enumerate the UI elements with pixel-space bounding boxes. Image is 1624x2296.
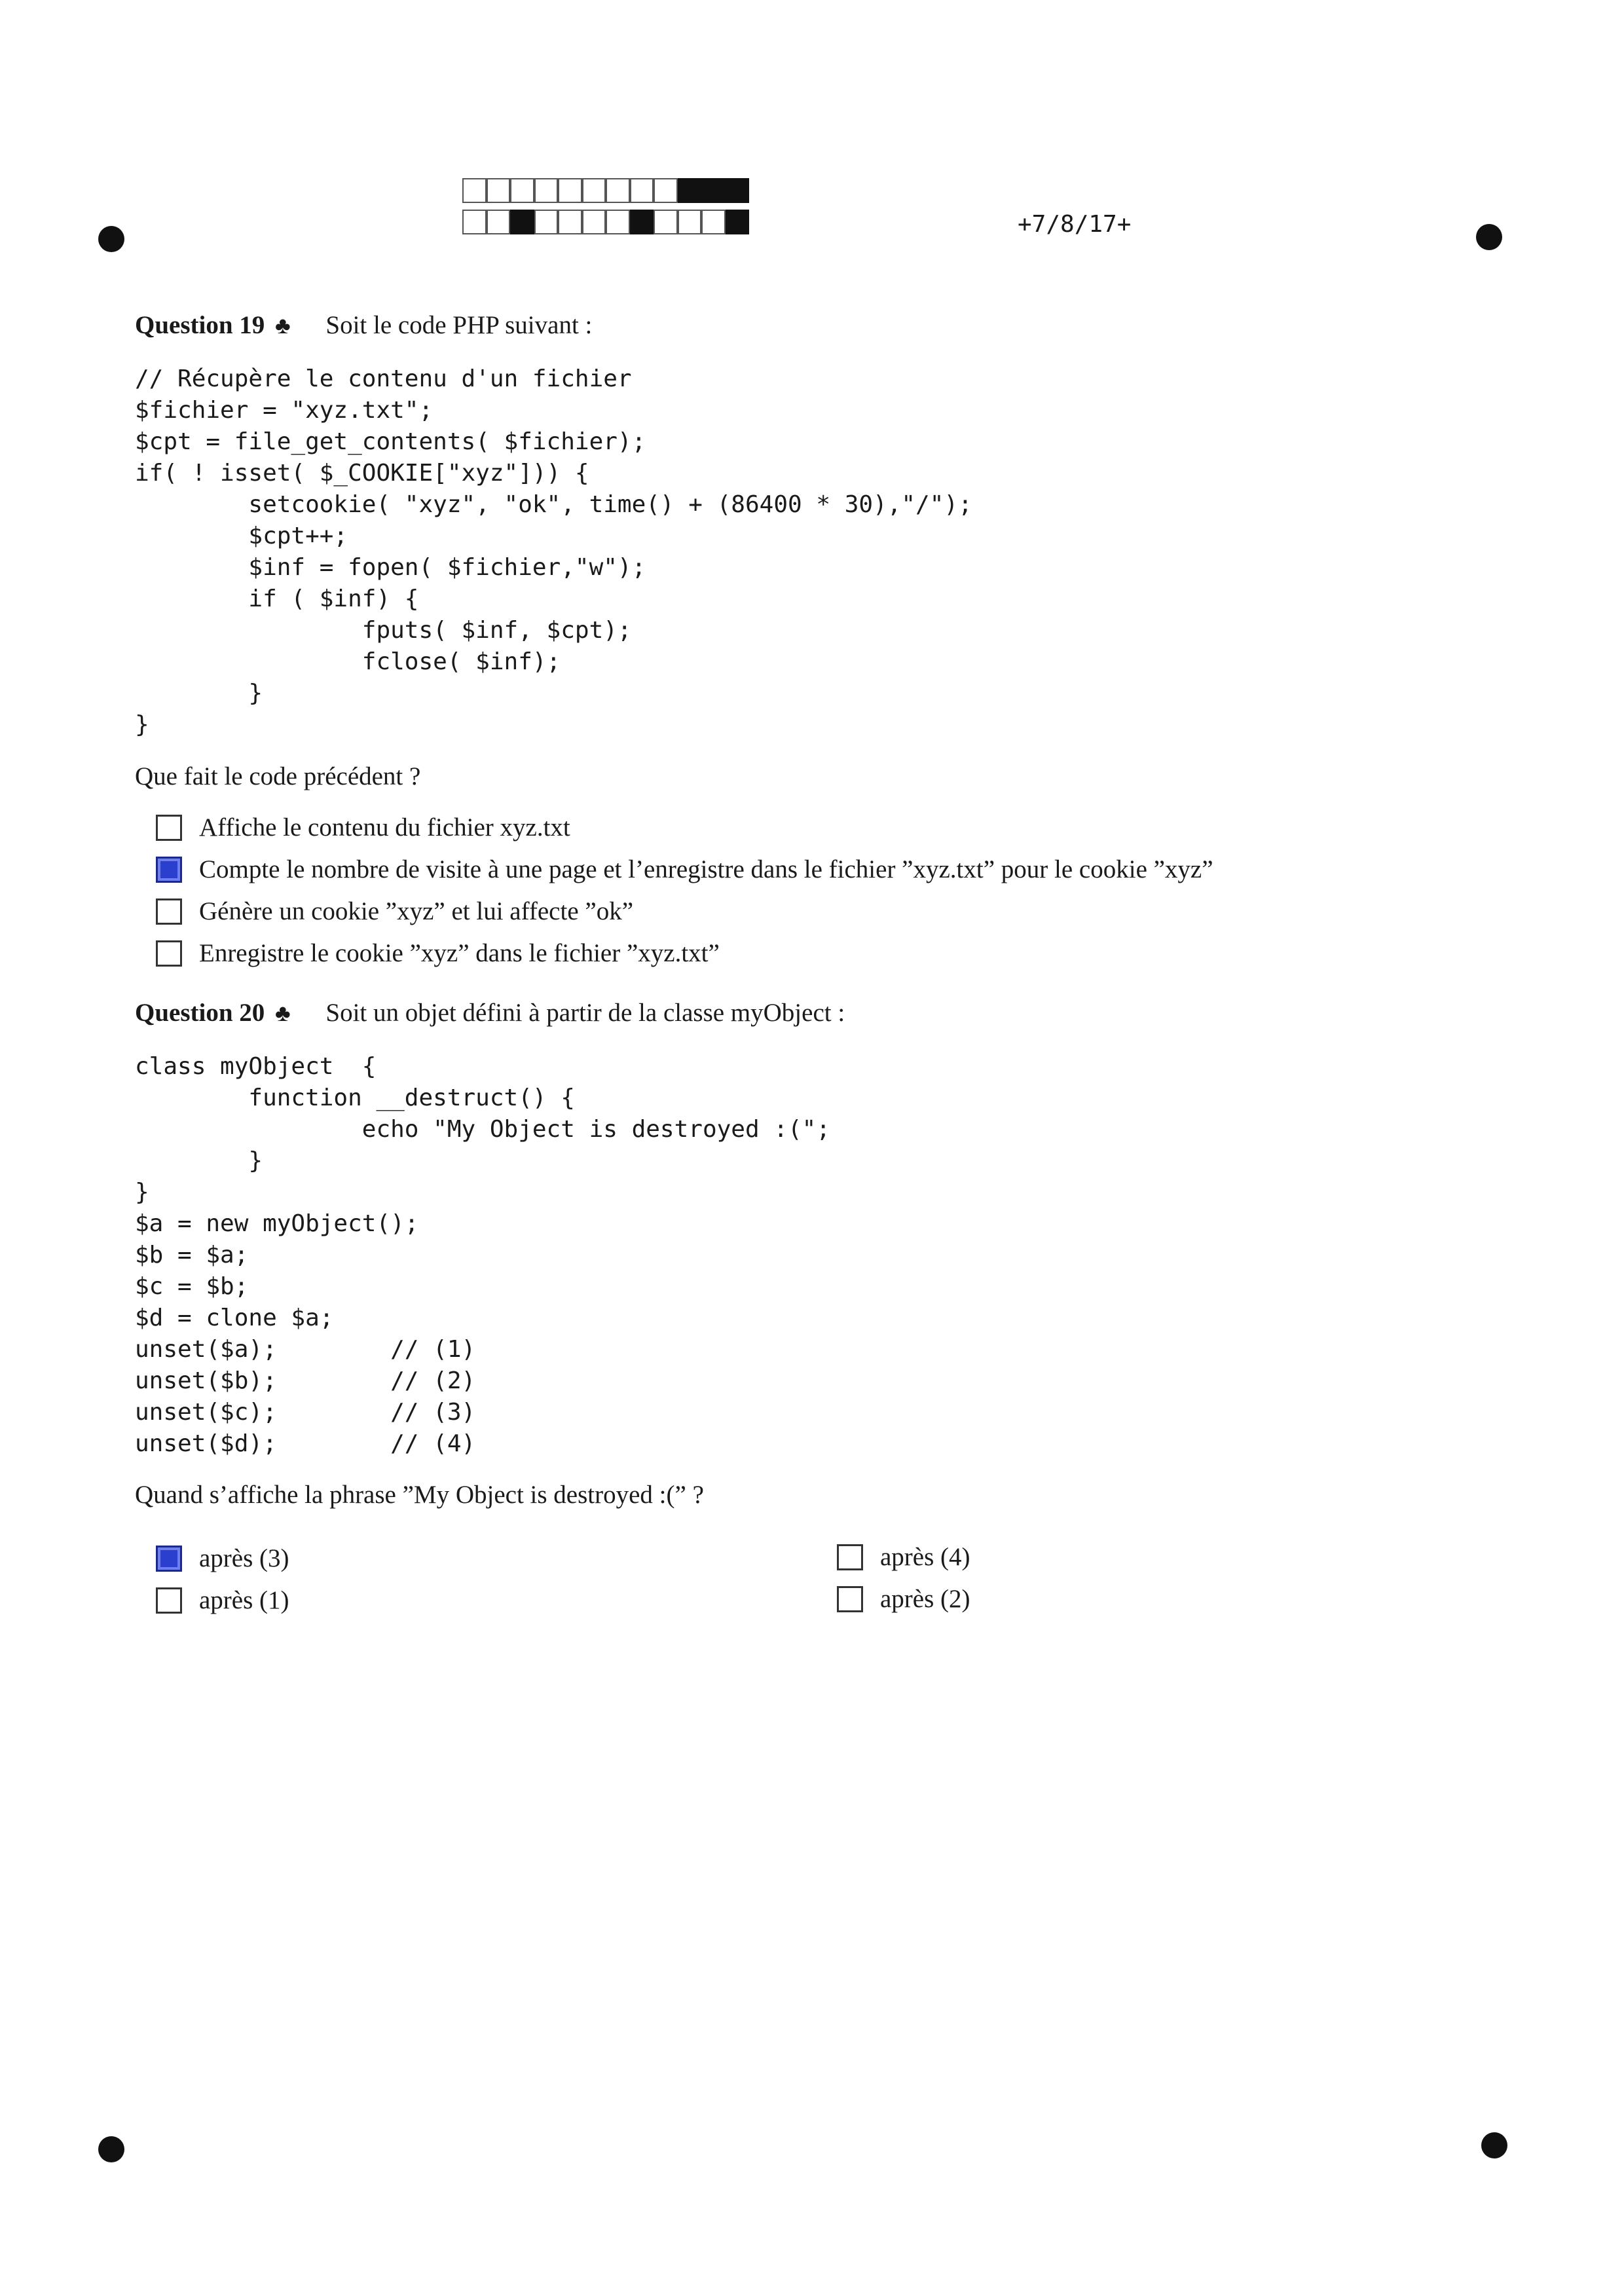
q20-option-1-label: après (3) [199, 1544, 289, 1572]
page-barcode-row-2 [462, 210, 749, 234]
page-barcode-row-1 [462, 178, 749, 203]
barcode-cell [558, 178, 582, 203]
club-icon: ♣ [275, 312, 291, 339]
question-19-header [135, 310, 592, 340]
question-20-header [135, 998, 845, 1028]
corner-mark-bottom-left [98, 2136, 124, 2162]
question-19-code: // Récupère le contenu d'un fichier $fichier = "xyz.txt"; $cpt = file_get_contents( $fichier); if( ! isset( $_COOKIE["xyz"])) { setcookie( "xyz", "ok", time() + (86400 * 30),"/"); $cpt++; $inf = fopen( $fichier,"w"); if ( $inf) { fputs( $inf, $cpt); fclose( $inf); } } [135, 365, 972, 738]
corner-mark-bottom-right [1481, 2132, 1507, 2158]
q19-option-3[interactable] [156, 897, 633, 926]
barcode-cell [534, 210, 559, 234]
q20-option-1-checkbox[interactable] [156, 1546, 182, 1572]
barcode-cell [487, 210, 511, 234]
q19-option-4-checkbox[interactable] [156, 940, 182, 967]
barcode-cell [654, 178, 678, 203]
question-20-intro: Soit un objet défini à partir de la classe myObject : [325, 999, 845, 1027]
q19-option-1-label: Affiche le contenu du fichier xyz.txt [199, 813, 570, 842]
barcode-cell [678, 210, 702, 234]
question-20-code: class myObject { function __destruct() { echo "My Object is destroyed :("; } } $a = new myObject(); $b = $a; $c = $b; $d = clone $a; unset($a); // (1) unset($b); // (2) unset($c); // (3) unset($d); // (4) [135, 1053, 831, 1457]
q19-option-2-checkbox[interactable] [156, 857, 182, 883]
barcode-cell [558, 210, 582, 234]
q19-option-1-checkbox[interactable] [156, 815, 182, 841]
barcode-cell [606, 178, 630, 203]
question-19-intro: Soit le code PHP suivant : [325, 311, 593, 339]
barcode-cell [630, 210, 654, 234]
barcode-cell [678, 178, 702, 203]
barcode-cell [582, 178, 606, 203]
question-19-prompt: Que fait le code précédent ? [135, 762, 421, 790]
barcode-cell [462, 210, 487, 234]
question-19-label: Question 19 [135, 311, 265, 339]
corner-mark-top-left [98, 226, 124, 252]
page-id: +7/8/17+ [1018, 211, 1132, 238]
barcode-cell [726, 210, 750, 234]
barcode-cell [462, 178, 487, 203]
q20-option-4-label: après (2) [880, 1585, 970, 1613]
barcode-cell [487, 178, 511, 203]
q20-option-2-checkbox[interactable] [837, 1544, 863, 1570]
club-icon: ♣ [275, 1000, 291, 1026]
barcode-cell [510, 210, 534, 234]
q20-option-1[interactable] [156, 1544, 289, 1573]
corner-mark-top-right [1476, 224, 1502, 250]
question-20-prompt: Quand s’affiche la phrase ”My Object is destroyed :(” ? [135, 1481, 704, 1509]
barcode-cell [606, 210, 630, 234]
q19-option-2-label: Compte le nombre de visite à une page et l’enregistre dans le fichier ”xyz.txt” pour le cookie ”xyz” [199, 855, 1213, 883]
q19-option-2[interactable] [156, 855, 1213, 884]
barcode-cell [701, 210, 726, 234]
question-20-label: Question 20 [135, 999, 265, 1027]
q20-option-3-label: après (1) [199, 1586, 289, 1614]
q19-option-3-label: Génère un cookie ”xyz” et lui affecte ”ok” [199, 897, 633, 925]
q20-option-3[interactable] [156, 1585, 289, 1615]
barcode-cell [582, 210, 606, 234]
barcode-cell [510, 178, 534, 203]
barcode-cell [534, 178, 559, 203]
q19-option-1[interactable] [156, 813, 570, 842]
q19-option-4[interactable] [156, 938, 720, 968]
q20-option-4-checkbox[interactable] [837, 1586, 863, 1612]
q19-option-4-label: Enregistre le cookie ”xyz” dans le fichier ”xyz.txt” [199, 939, 720, 967]
q20-option-3-checkbox[interactable] [156, 1587, 182, 1614]
q20-option-2-label: après (4) [880, 1543, 970, 1571]
barcode-cell [726, 178, 750, 203]
q20-option-2[interactable] [837, 1542, 970, 1572]
q20-option-4[interactable] [837, 1584, 970, 1614]
barcode-cell [701, 178, 726, 203]
q19-option-3-checkbox[interactable] [156, 898, 182, 925]
barcode-cell [654, 210, 678, 234]
barcode-cell [630, 178, 654, 203]
